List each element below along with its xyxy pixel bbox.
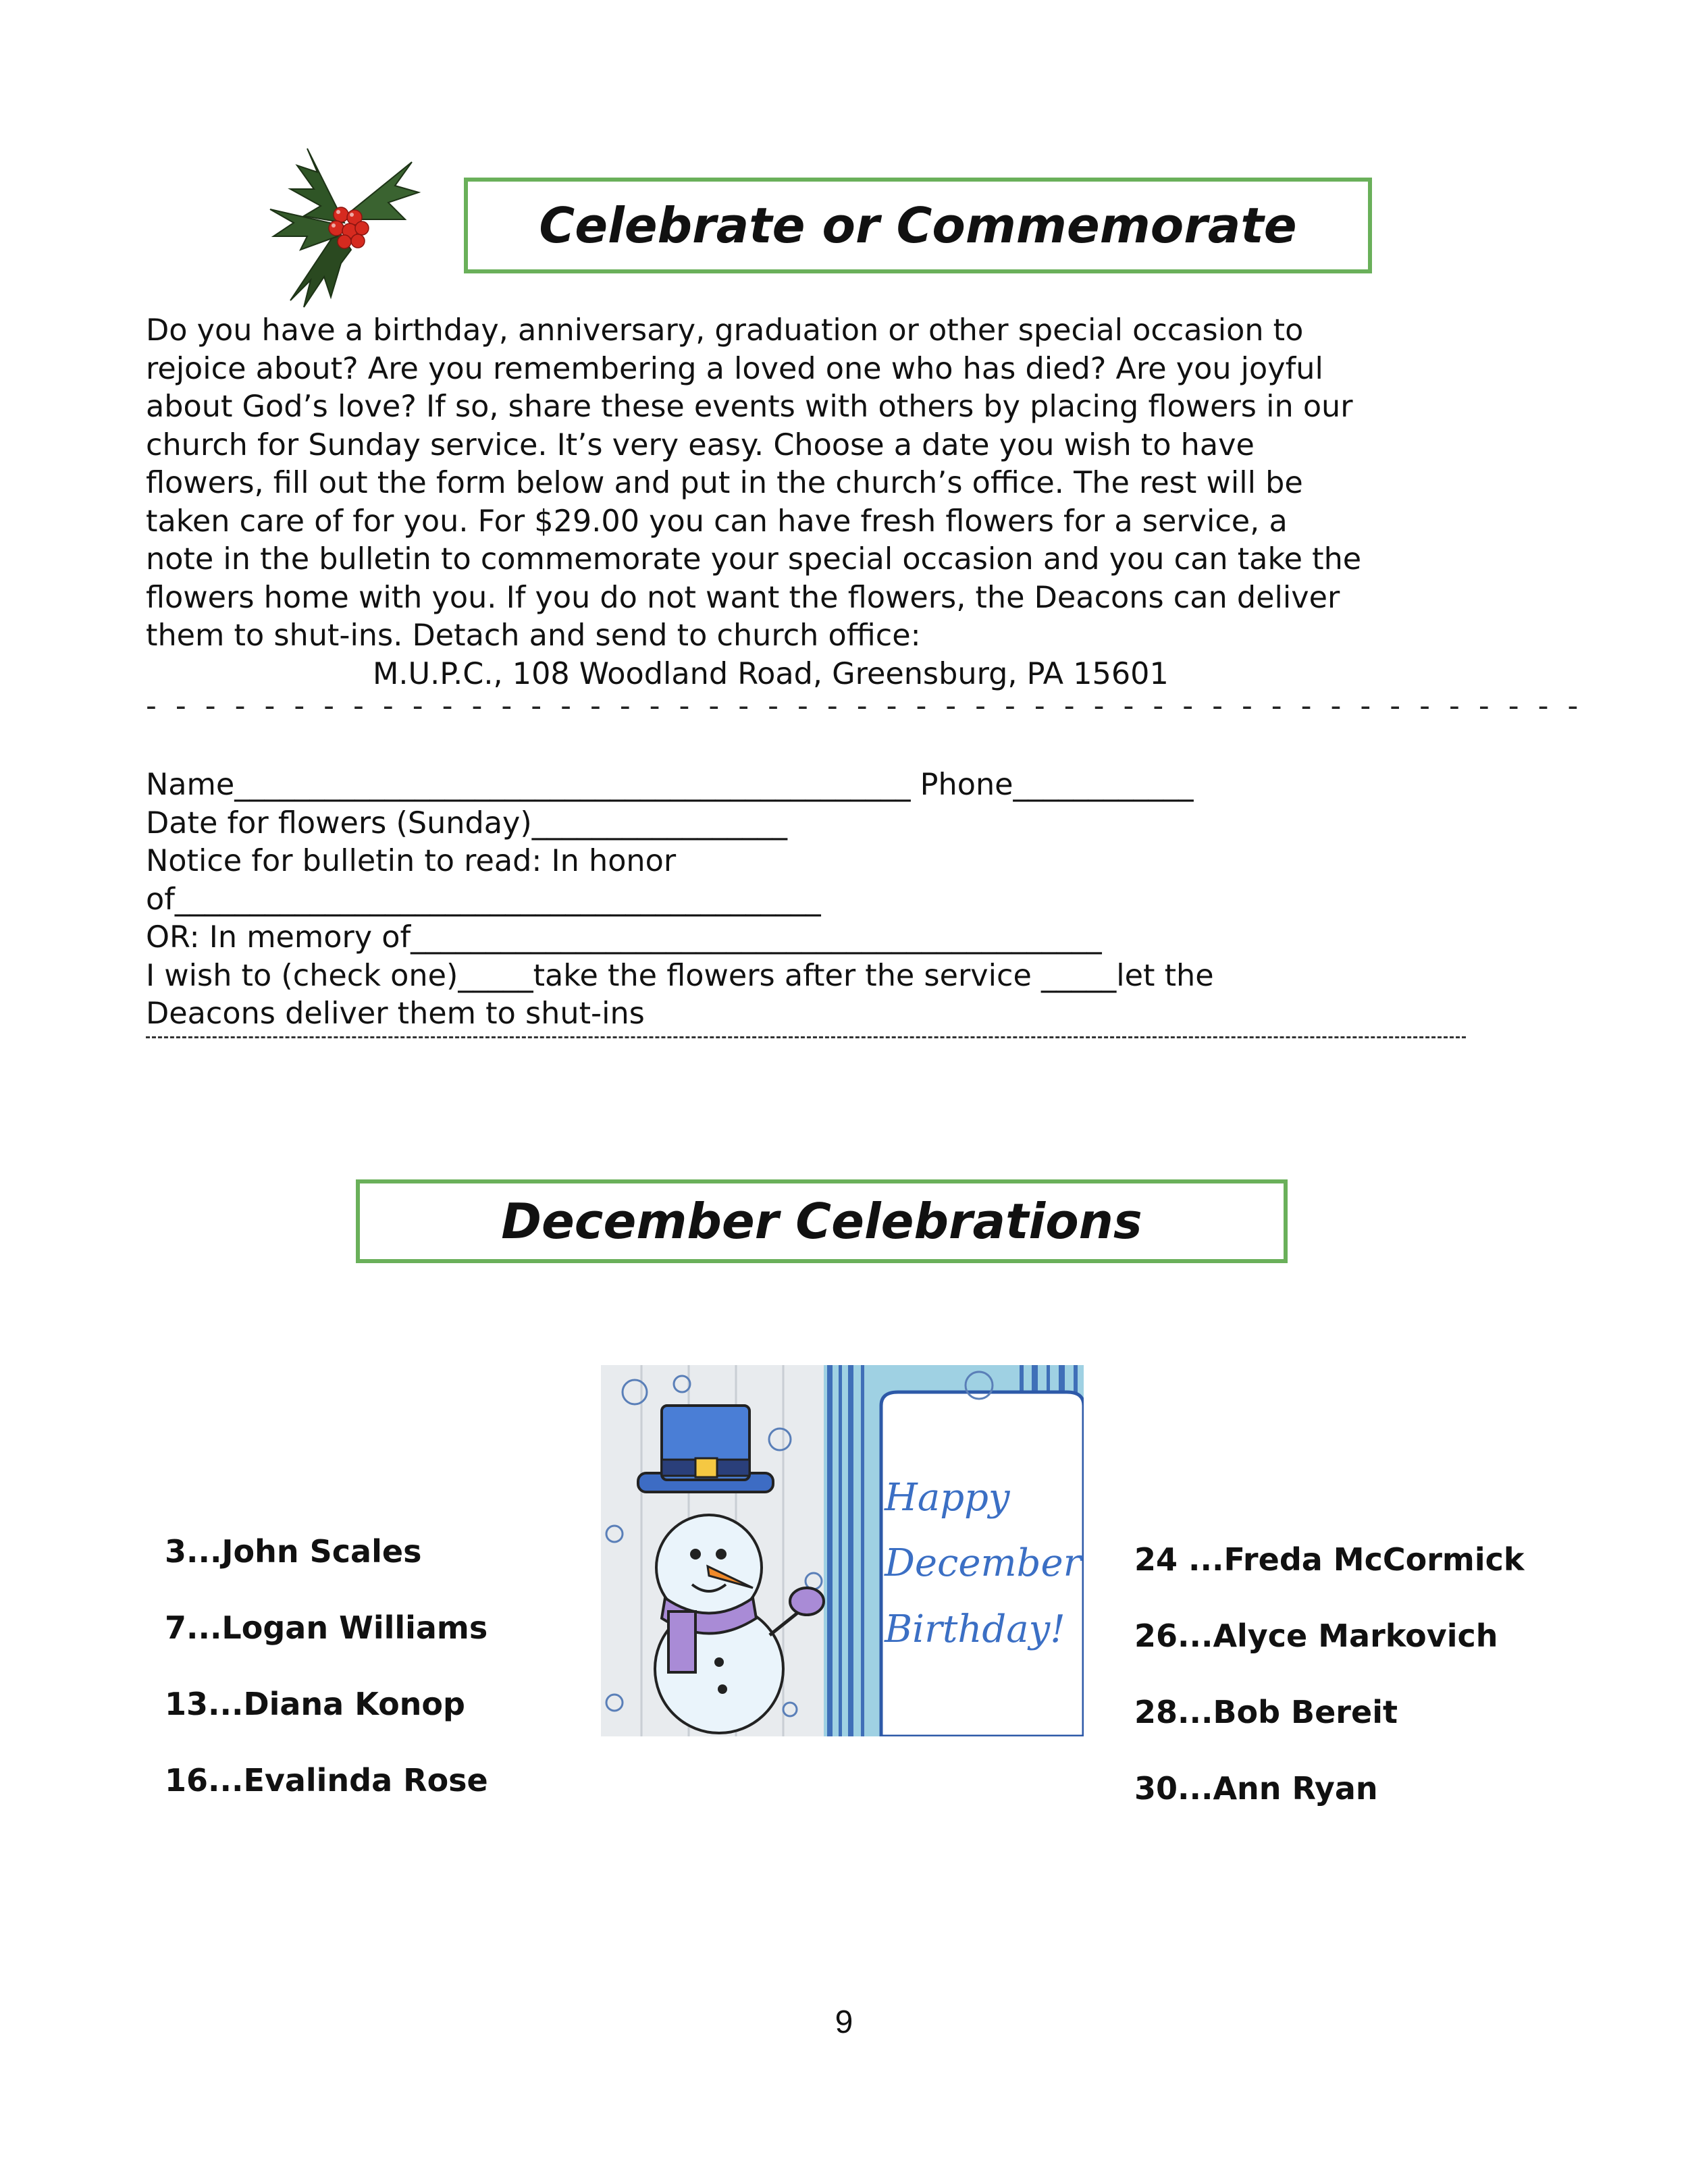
date-field: Date for flowers (Sunday)_________________ (146, 805, 787, 841)
card-line-birthday: Birthday! (885, 1607, 1065, 1651)
intro-paragraph (146, 312, 1550, 693)
intro-line: them to shut-ins. Detach and send to church office: (146, 618, 921, 653)
intro-line: church for Sunday service. It’s very easy. Choose a date you wish to have (146, 427, 1255, 462)
december-title: December Celebrations (501, 1193, 1142, 1250)
birthday-list-left (165, 1531, 488, 1836)
intro-line: Do you have a birthday, anniversary, graduation or other special occasion to (146, 313, 1304, 348)
birthday-entry: 26...Alyce Markovich (1134, 1618, 1498, 1654)
card-line-happy: Happy (885, 1476, 1010, 1520)
birthday-card-image (601, 1365, 1084, 1736)
holly-icon (243, 135, 425, 311)
notice-label: Notice for bulletin to read: In honor (146, 844, 677, 878)
intro-line: taken care of for you. For $29.00 you can have fresh flowers for a service, a (146, 504, 1288, 539)
intro-line: about God’s love? If so, share these events with others by placing flowers in our (146, 390, 1353, 424)
birthday-entry: 24 ...Freda McCormick (1134, 1541, 1525, 1578)
page-number: 9 (835, 2004, 853, 2040)
intro-line: flowers, fill out the form below and put in the church’s office. The rest will be (146, 466, 1303, 500)
memory-field: OR: In memory of______________________________________________ (146, 920, 1102, 955)
celebrate-title-box (464, 178, 1372, 273)
flower-order-form (146, 766, 1550, 1034)
cut-line: - - - - - - - - - - - - - - - - - - - - - - - - - - - - - - - - - - - - - - - - - - - - - - - - - (146, 689, 1583, 723)
honor-field: of___________________________________________ (146, 882, 821, 917)
birthday-entry: 7...Logan Williams (165, 1609, 488, 1646)
december-title-box (356, 1179, 1288, 1263)
church-address: M.U.P.C., 108 Woodland Road, Greensburg, PA 15601 (373, 656, 1169, 691)
deacons-option-line: Deacons deliver them to shut-ins (146, 996, 645, 1031)
name-phone-field: Name_____________________________________________ Phone____________ (146, 768, 1194, 802)
intro-line: rejoice about? Are you remembering a loved one who has died? Are you joyful (146, 351, 1323, 386)
card-line-december: December (885, 1541, 1082, 1585)
intro-line: flowers home with you. If you do not want the flowers, the Deacons can deliver (146, 580, 1340, 615)
celebrate-title: Celebrate or Commemorate (539, 197, 1297, 254)
birthday-list-right (1134, 1539, 1524, 1844)
birthday-entry: 3...John Scales (165, 1533, 422, 1570)
birthday-entry: 16...Evalinda Rose (165, 1762, 488, 1799)
check-option-line: I wish to (check one)_____take the flowers after the service _____let the (146, 958, 1214, 993)
birthday-entry: 28...Bob Bereit (1134, 1694, 1398, 1730)
divider-line (146, 1036, 1466, 1038)
birthday-entry: 13...Diana Konop (165, 1686, 465, 1722)
birthday-entry: 30...Ann Ryan (1134, 1770, 1378, 1807)
intro-line: note in the bulletin to commemorate your special occasion and you can take the (146, 542, 1362, 577)
